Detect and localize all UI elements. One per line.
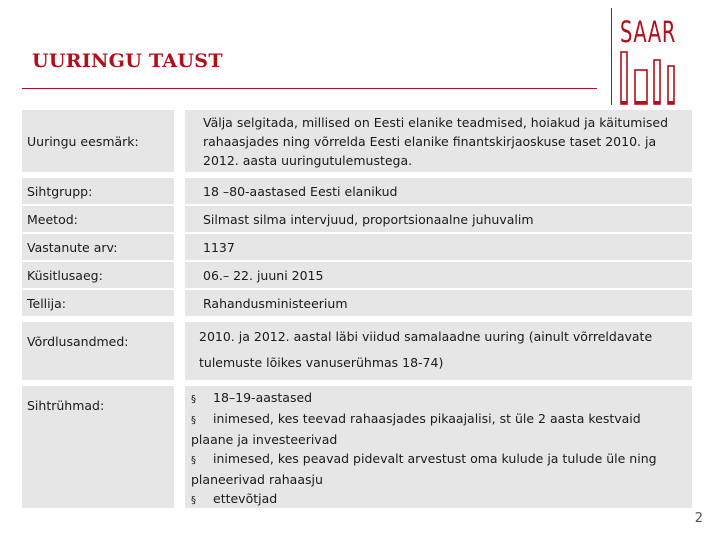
info-row-survey-time: [22, 262, 692, 288]
bullet-icon: §: [191, 455, 196, 466]
info-row-comparison: [22, 322, 692, 380]
row-value: 1137: [185, 234, 692, 260]
info-row-purpose: [22, 110, 692, 172]
info-row-respondents: [22, 234, 692, 260]
row-label: Sihtrühmad:: [22, 386, 174, 508]
info-row-client: [22, 290, 692, 316]
title-divider: [22, 88, 597, 89]
info-row-target-group: [22, 178, 692, 204]
row-label: Meetod:: [22, 206, 174, 232]
list-item: [191, 388, 674, 409]
logo-divider: [611, 8, 612, 105]
info-row-target-subgroups: [22, 386, 692, 508]
list-item-text: inimesed, kes teevad rahaasjades pikaajalisi, st üle 2 aasta kestvaid plaane ja investeerivad: [191, 411, 641, 447]
list-item: [191, 449, 674, 489]
page-number: 2: [694, 511, 703, 526]
bullet-list: [191, 388, 674, 510]
bullet-icon: §: [191, 394, 196, 405]
row-value: 2010. ja 2012. aastal läbi viidud samalaadne uuring (ainult võrreldavate tulemuste lõikes vanuserühmas 18-74): [185, 322, 692, 380]
page-title: UURINGU TAUST: [32, 50, 223, 72]
row-label: Sihtgrupp:: [22, 178, 174, 204]
list-item-text: 18–19-aastased: [213, 390, 313, 405]
row-label: Tellija:: [22, 290, 174, 316]
row-value: Rahandusministeerium: [185, 290, 692, 316]
bullet-list-cell: [185, 386, 692, 508]
bullet-icon: §: [191, 495, 196, 506]
row-value: 18 –80-aastased Eesti elanikud: [185, 178, 692, 204]
row-value: 06.– 22. juuni 2015: [185, 262, 692, 288]
svg-text:SAAR: SAAR: [620, 15, 676, 49]
row-label: Vastanute arv:: [22, 234, 174, 260]
row-value: Silmast silma intervjuud, proportsionaalne juhuvalim: [185, 206, 692, 232]
info-row-method: [22, 206, 692, 232]
list-item-text: inimesed, kes peavad pidevalt arvestust oma kulude ja tulude üle ning planeerivad rahaasju: [191, 451, 657, 487]
list-item: [191, 489, 674, 510]
row-label: Küsitlusaeg:: [22, 262, 174, 288]
list-item-text: ettevõtjad: [213, 491, 278, 506]
row-value: Välja selgitada, millised on Eesti elanike teadmised, hoiakud ja käitumised rahaasjades ning võrrelda Eesti elanike finantskirjaoskuse taset 2010. ja 2012. aasta uuringutulemustega.: [185, 110, 692, 172]
row-label: Võrdlusandmed:: [22, 322, 174, 380]
saar-poll-logo: [618, 8, 678, 108]
list-item: [191, 409, 674, 449]
bullet-icon: §: [191, 415, 196, 426]
row-label: Uuringu eesmärk:: [22, 110, 174, 172]
